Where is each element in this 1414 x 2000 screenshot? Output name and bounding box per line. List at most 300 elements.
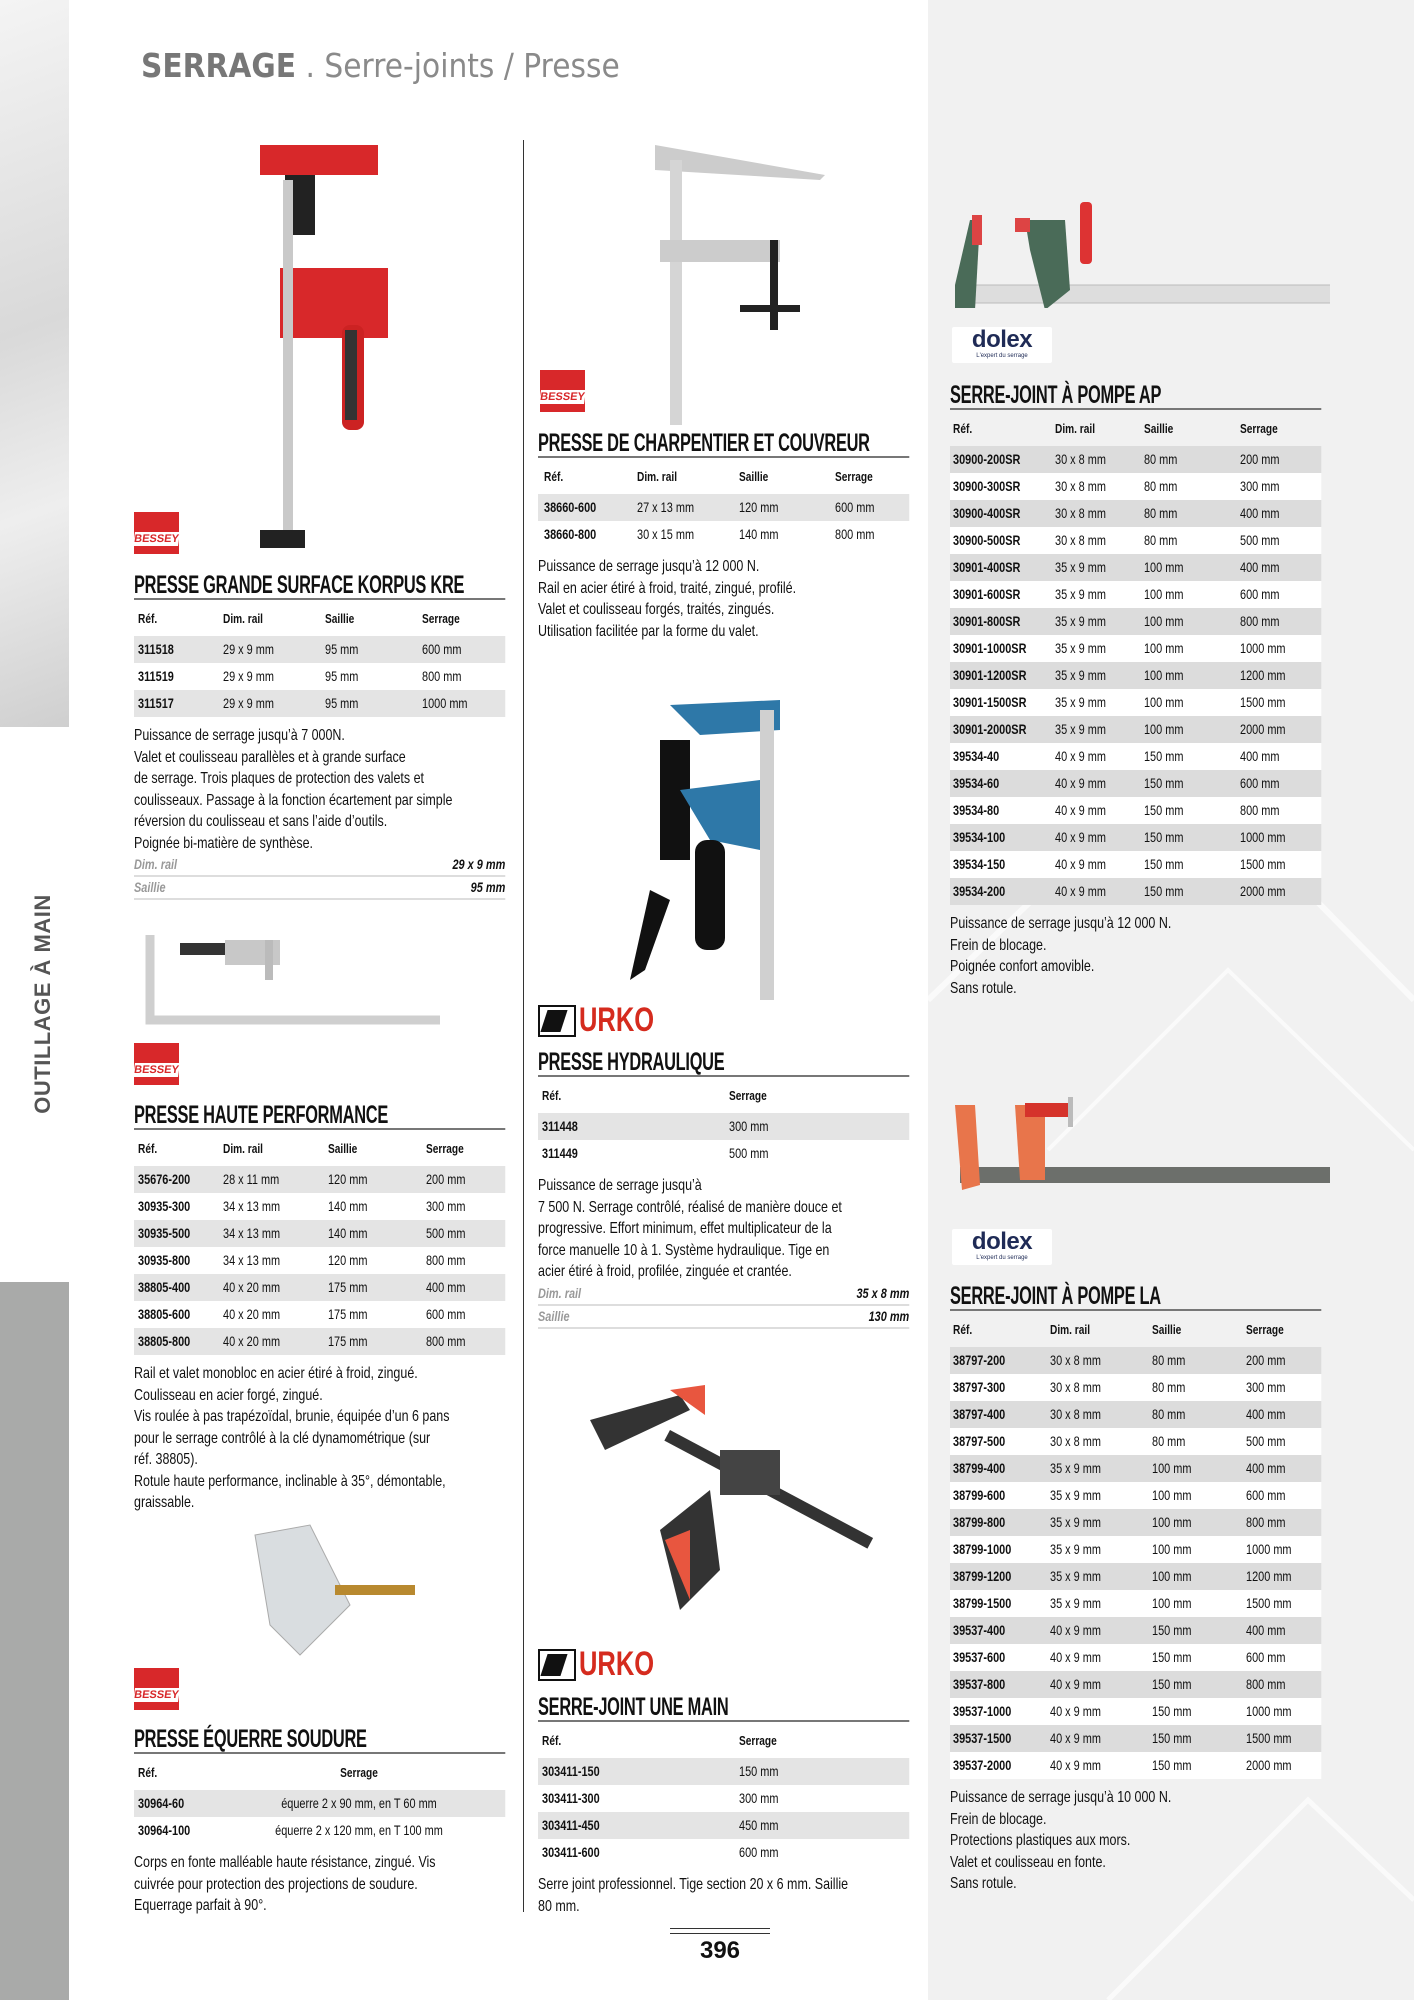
value-cell: 150 mm	[1151, 1649, 1192, 1665]
column-header: Saillie	[1143, 421, 1174, 436]
spec-label: Saillie	[538, 1307, 570, 1324]
value-cell: 150 mm	[1143, 856, 1184, 872]
reference-cell: 30900-500SR	[952, 532, 1021, 548]
value-cell: 100 mm	[1143, 586, 1184, 602]
description-line: Rotule haute performance, inclinable à 35°, démontable,	[134, 1472, 446, 1490]
pompe-ap-clamp-image	[950, 190, 1330, 308]
description-line: Puissance de serrage jusqu’à 12 000 N.	[538, 558, 760, 575]
product-title-text: PRESSE DE CHARPENTIER ET COUVREUR	[538, 429, 870, 457]
value-cell: 120 mm	[327, 1252, 368, 1268]
spec-label: Dim. rail	[538, 1284, 582, 1301]
value-cell: 100 mm	[1143, 613, 1184, 629]
value-cell: 40 x 9 mm	[1049, 1676, 1101, 1692]
description-line: pour le serrage contrôlé à la clé dynamométrique (sur	[134, 1429, 431, 1447]
charpentier-clamp-image	[650, 140, 830, 425]
value-cell: 80 mm	[1143, 451, 1178, 467]
column-header: Réf.	[137, 1141, 158, 1156]
value-cell: 450 mm	[738, 1817, 779, 1833]
value-cell: 800 mm	[1239, 613, 1280, 629]
spec-value: 95 mm	[470, 879, 506, 895]
spec-label: Saillie	[134, 879, 166, 895]
table-row	[134, 636, 505, 663]
value-cell: équerre 2 x 90 mm, en T 60 mm	[281, 1795, 437, 1811]
value-cell: 200 mm	[1245, 1352, 1286, 1368]
value-cell: 150 mm	[1151, 1676, 1192, 1692]
description-line: Valet et coulisseau parallèles et à grande surface	[134, 748, 406, 766]
value-cell: 80 mm	[1151, 1406, 1186, 1422]
reference-cell: 38799-1000	[952, 1541, 1012, 1557]
product-title	[538, 1047, 909, 1077]
table-row	[950, 635, 1321, 662]
table-row	[134, 1301, 505, 1328]
table-row	[538, 1758, 909, 1785]
page-header	[141, 46, 620, 85]
value-cell: 35 x 9 mm	[1054, 694, 1106, 710]
section-content	[134, 1100, 505, 1514]
column-header: Saillie	[1151, 1322, 1182, 1337]
value-cell: 1000 mm	[1239, 829, 1286, 845]
reference-cell: 39534-200	[952, 883, 1006, 899]
description-line: 7 500 N. Serrage contrôlé, réalisé de manière douce et	[538, 1198, 842, 1216]
product-description	[950, 1787, 1321, 1895]
value-cell: 80 mm	[1151, 1379, 1186, 1395]
value-cell: 100 mm	[1151, 1568, 1192, 1584]
column-header: Saillie	[738, 469, 769, 484]
table-row	[950, 1644, 1321, 1671]
value-cell: 600 mm	[425, 1306, 466, 1322]
sidebar-category-label: OUTILLAGE À MAIN	[30, 894, 55, 1114]
product-section-hydraulique	[538, 1047, 909, 1329]
value-cell: 300 mm	[1239, 478, 1280, 494]
reference-cell: 30901-800SR	[952, 613, 1021, 629]
product-section-pompe-ap	[950, 380, 1321, 999]
value-cell: 100 mm	[1143, 694, 1184, 710]
section-content	[950, 1281, 1321, 1895]
urko-logo: URKO	[538, 1001, 679, 1035]
product-description	[950, 913, 1321, 999]
value-cell: 1000 mm	[421, 695, 468, 711]
value-cell: 35 x 9 mm	[1049, 1541, 1101, 1557]
value-cell: 175 mm	[327, 1306, 368, 1322]
section-content	[950, 380, 1321, 999]
value-cell: 800 mm	[425, 1252, 466, 1268]
table-row	[950, 527, 1321, 554]
reference-cell: 38797-500	[952, 1433, 1006, 1449]
reference-cell: 38797-400	[952, 1406, 1006, 1422]
value-cell: 80 mm	[1143, 532, 1178, 548]
table-row	[538, 1839, 909, 1866]
reference-cell: 30935-800	[137, 1252, 191, 1268]
value-cell: 800 mm	[834, 526, 875, 542]
reference-cell: 38660-600	[543, 499, 597, 515]
product-section-une-main	[538, 1692, 909, 1917]
reference-cell: 38797-300	[952, 1379, 1006, 1395]
reference-cell: 39537-2000	[952, 1757, 1012, 1773]
reference-cell: 30964-100	[137, 1822, 191, 1838]
value-cell: 100 mm	[1143, 721, 1184, 737]
description-line: cuivrée pour protection des projections de soudure.	[134, 1875, 418, 1893]
column-header: Réf.	[541, 1733, 562, 1748]
value-cell: 150 mm	[1151, 1703, 1192, 1719]
spec-row	[538, 1306, 909, 1329]
reference-cell: 303411-450	[541, 1817, 600, 1833]
value-cell: 600 mm	[1239, 775, 1280, 791]
value-cell: 35 x 9 mm	[1049, 1568, 1101, 1584]
value-cell: 30 x 8 mm	[1054, 451, 1106, 467]
value-cell: 40 x 9 mm	[1049, 1730, 1101, 1746]
reference-cell: 30901-1000SR	[952, 640, 1027, 656]
column-header: Dim. rail	[1054, 421, 1096, 436]
value-cell: 40 x 9 mm	[1054, 775, 1106, 791]
column-header: Réf.	[541, 1088, 562, 1103]
column-header: Serrage	[421, 611, 460, 626]
value-cell: 80 mm	[1151, 1433, 1186, 1449]
reference-cell: 30964-60	[137, 1795, 185, 1811]
column-divider	[523, 140, 524, 1912]
value-cell: 100 mm	[1143, 640, 1184, 656]
value-cell: 150 mm	[1143, 829, 1184, 845]
value-cell: 40 x 9 mm	[1054, 829, 1106, 845]
value-cell: 400 mm	[1239, 505, 1280, 521]
value-cell: 600 mm	[1245, 1649, 1286, 1665]
description-line: Valet et coulisseau forgés, traités, zingués.	[538, 601, 775, 618]
column-header: Serrage	[1239, 421, 1278, 436]
value-cell: 35 x 9 mm	[1054, 613, 1106, 629]
column-header: Saillie	[327, 1141, 358, 1156]
column-header: Serrage	[425, 1141, 464, 1156]
column-header: Réf.	[137, 1765, 158, 1780]
value-cell: 34 x 13 mm	[222, 1198, 281, 1214]
reference-cell: 311517	[137, 695, 174, 711]
table-row	[950, 608, 1321, 635]
description-line: progressive. Effort minimum, effet multiplicateur de la	[538, 1220, 832, 1237]
table-row	[950, 770, 1321, 797]
value-cell: 500 mm	[1239, 532, 1280, 548]
table-header	[538, 458, 909, 494]
value-cell: 1000 mm	[1239, 640, 1286, 656]
sidebar-decoration-bottom	[0, 1282, 69, 2000]
section-content	[134, 570, 505, 900]
value-cell: 500 mm	[728, 1145, 769, 1161]
value-cell: 2000 mm	[1239, 721, 1286, 737]
value-cell: 400 mm	[1245, 1460, 1286, 1476]
table-row	[538, 1812, 909, 1839]
value-cell: 500 mm	[425, 1225, 466, 1241]
reference-cell: 38797-200	[952, 1352, 1006, 1368]
value-cell: 35 x 9 mm	[1054, 667, 1106, 683]
reference-cell: 38799-600	[952, 1487, 1006, 1503]
table-header	[538, 1722, 909, 1758]
table-row	[950, 554, 1321, 581]
table-row	[134, 1193, 505, 1220]
value-cell: 400 mm	[1245, 1406, 1286, 1422]
reference-cell: 30900-300SR	[952, 478, 1021, 494]
reference-cell: 38660-800	[543, 526, 597, 542]
value-cell: 300 mm	[1245, 1379, 1286, 1395]
column-header: Réf.	[952, 421, 973, 436]
table-row	[950, 1590, 1321, 1617]
description-line: Puissance de serrage jusqu’à 10 000 N.	[950, 1789, 1172, 1806]
value-cell: 150 mm	[1143, 802, 1184, 818]
value-cell: 140 mm	[738, 526, 779, 542]
description-line: Frein de blocage.	[950, 1810, 1047, 1828]
bessey-logo: BESSEY	[134, 512, 179, 554]
pompe-la-clamp-image	[950, 1095, 1330, 1195]
value-cell: 40 x 9 mm	[1049, 1622, 1101, 1638]
value-cell: 400 mm	[1239, 748, 1280, 764]
column-header: Réf.	[952, 1322, 973, 1337]
column-header: Serrage	[738, 1733, 777, 1748]
reference-cell: 30901-400SR	[952, 559, 1021, 575]
description-line: réf. 38805).	[134, 1451, 198, 1468]
value-cell: 175 mm	[327, 1333, 368, 1349]
product-section-charpentier	[538, 428, 909, 642]
description-line: 80 mm.	[538, 1897, 580, 1915]
value-cell: 2000 mm	[1245, 1757, 1292, 1773]
product-section-equerre-soudure	[134, 1724, 505, 1917]
table-row	[950, 1725, 1321, 1752]
table-row	[950, 1428, 1321, 1455]
value-cell: 600 mm	[834, 499, 875, 515]
table-row	[950, 689, 1321, 716]
value-cell: 600 mm	[738, 1844, 779, 1860]
value-cell: 100 mm	[1151, 1514, 1192, 1530]
product-description	[134, 1363, 505, 1514]
value-cell: 100 mm	[1143, 559, 1184, 575]
column-header: Saillie	[324, 611, 355, 626]
value-cell: 29 x 9 mm	[222, 668, 274, 684]
value-cell: 1000 mm	[1245, 1703, 1292, 1719]
value-cell: 35 x 9 mm	[1049, 1460, 1101, 1476]
section-content	[538, 428, 909, 642]
value-cell: 80 mm	[1143, 505, 1178, 521]
value-cell: 800 mm	[425, 1333, 466, 1349]
value-cell: 150 mm	[738, 1763, 779, 1779]
reference-cell: 30900-200SR	[952, 451, 1021, 467]
value-cell: 300 mm	[738, 1790, 779, 1806]
value-cell: 35 x 9 mm	[1054, 721, 1106, 737]
description-line: Utilisation facilitée par la forme du valet.	[538, 622, 759, 640]
table-row	[950, 1698, 1321, 1725]
value-cell: 150 mm	[1151, 1730, 1192, 1746]
reference-cell: 39534-40	[952, 748, 1000, 764]
value-cell: 500 mm	[1245, 1433, 1286, 1449]
header-category: SERRAGE	[141, 46, 297, 85]
table-header	[950, 410, 1321, 446]
value-cell: 600 mm	[1239, 586, 1280, 602]
table-header	[134, 1130, 505, 1166]
table-row	[134, 1220, 505, 1247]
table-row	[950, 500, 1321, 527]
value-cell: 40 x 9 mm	[1054, 802, 1106, 818]
equerre-clamp-image	[240, 1515, 420, 1660]
table-row	[134, 663, 505, 690]
page-number: 396	[699, 1937, 741, 1964]
description-line: graissable.	[134, 1494, 195, 1511]
table-row	[950, 662, 1321, 689]
column-header: Serrage	[1245, 1322, 1284, 1337]
value-cell: 30 x 8 mm	[1054, 505, 1106, 521]
urko-logo: URKO	[538, 1645, 679, 1679]
table-row	[950, 1671, 1321, 1698]
description-line: Valet et coulisseau en fonte.	[950, 1853, 1106, 1871]
value-cell: 800 mm	[1245, 1676, 1286, 1692]
product-title	[134, 1724, 505, 1754]
table-row	[950, 1617, 1321, 1644]
description-line: force manuelle 10 à 1. Système hydraulique. Tige en	[538, 1241, 830, 1259]
product-title-text: PRESSE GRANDE SURFACE KORPUS KRE	[134, 571, 465, 599]
value-cell: 27 x 13 mm	[636, 499, 695, 515]
value-cell: 100 mm	[1151, 1460, 1192, 1476]
description-line: acier étiré à froid, profilée, zinguée et crantée.	[538, 1263, 792, 1280]
value-cell: 800 mm	[1239, 802, 1280, 818]
description-line: réversion du coulisseau et sans l’aide d’outils.	[134, 813, 388, 830]
table-row	[950, 1536, 1321, 1563]
reference-cell: 303411-600	[541, 1844, 600, 1860]
spec-row	[134, 877, 505, 900]
product-title	[134, 570, 505, 600]
table-row	[950, 581, 1321, 608]
spec-label: Dim. rail	[134, 856, 178, 872]
spec-row	[538, 1283, 909, 1306]
reference-cell: 30901-1200SR	[952, 667, 1027, 683]
haute-performance-clamp-image	[140, 925, 450, 1035]
value-cell: 400 mm	[1245, 1622, 1286, 1638]
description-line: Poignée confort amovible.	[950, 958, 1095, 975]
hydraulic-press-image	[610, 690, 790, 1000]
table-row	[950, 1563, 1321, 1590]
description-line: Puissance de serrage jusqu’à	[538, 1177, 702, 1194]
description-line: Poignée bi-matière de synthèse.	[134, 834, 313, 852]
value-cell: 1500 mm	[1245, 1595, 1292, 1611]
value-cell: 100 mm	[1151, 1487, 1192, 1503]
table-row	[538, 1113, 909, 1140]
value-cell: équerre 2 x 120 mm, en T 100 mm	[275, 1822, 443, 1838]
table-row	[950, 1347, 1321, 1374]
column-header: Dim. rail	[222, 1141, 264, 1156]
reference-cell: 311449	[541, 1145, 578, 1161]
dolex-logo: dolex L'expert du serrage	[952, 327, 1052, 363]
header-separator: .	[296, 46, 325, 85]
table-row	[950, 1752, 1321, 1779]
description-line: Sans rotule.	[950, 1875, 1017, 1892]
value-cell: 35 x 9 mm	[1049, 1514, 1101, 1530]
reference-cell: 35676-200	[137, 1171, 191, 1187]
reference-cell: 30900-400SR	[952, 505, 1021, 521]
product-title	[538, 1692, 909, 1722]
value-cell: 1500 mm	[1239, 856, 1286, 872]
value-cell: 200 mm	[1239, 451, 1280, 467]
reference-cell: 38799-1500	[952, 1595, 1012, 1611]
spec-value: 130 mm	[868, 1307, 910, 1324]
table-row	[134, 1247, 505, 1274]
value-cell: 1000 mm	[1245, 1541, 1292, 1557]
table-row	[538, 1140, 909, 1167]
product-description	[134, 725, 505, 854]
table-row	[538, 494, 909, 521]
product-description	[538, 1874, 909, 1917]
column-header: Dim. rail	[636, 469, 678, 484]
table-row	[134, 1328, 505, 1355]
value-cell: 120 mm	[738, 499, 779, 515]
table-row	[134, 690, 505, 717]
table-header	[134, 1754, 505, 1790]
reference-cell: 303411-300	[541, 1790, 600, 1806]
value-cell: 1500 mm	[1239, 694, 1286, 710]
table-row	[134, 1817, 505, 1844]
table-row	[950, 1374, 1321, 1401]
product-title-text: SERRE-JOINT À POMPE AP	[950, 381, 1162, 409]
reference-cell: 30901-2000SR	[952, 721, 1027, 737]
value-cell: 30 x 15 mm	[636, 526, 695, 542]
table-header	[134, 600, 505, 636]
reference-cell: 39534-100	[952, 829, 1006, 845]
table-row	[950, 878, 1321, 905]
value-cell: 140 mm	[327, 1225, 368, 1241]
reference-cell: 38799-400	[952, 1460, 1006, 1476]
value-cell: 35 x 9 mm	[1049, 1595, 1101, 1611]
reference-cell: 311519	[137, 668, 174, 684]
value-cell: 100 mm	[1151, 1595, 1192, 1611]
value-cell: 300 mm	[728, 1118, 769, 1134]
value-cell: 80 mm	[1151, 1352, 1186, 1368]
value-cell: 30 x 8 mm	[1049, 1406, 1101, 1422]
product-title	[950, 380, 1321, 410]
reference-cell: 30935-500	[137, 1225, 191, 1241]
reference-cell: 303411-150	[541, 1763, 600, 1779]
value-cell: 200 mm	[425, 1171, 466, 1187]
value-cell: 30 x 8 mm	[1049, 1433, 1101, 1449]
reference-cell: 39537-600	[952, 1649, 1006, 1665]
reference-cell: 39537-1500	[952, 1730, 1012, 1746]
value-cell: 35 x 9 mm	[1054, 640, 1106, 656]
table-row	[950, 1401, 1321, 1428]
column-header: Réf.	[137, 611, 158, 626]
value-cell: 40 x 9 mm	[1054, 856, 1106, 872]
value-cell: 150 mm	[1143, 883, 1184, 899]
section-content	[538, 1047, 909, 1329]
value-cell: 40 x 9 mm	[1054, 748, 1106, 764]
korpus-kre-clamp-image	[250, 140, 400, 555]
value-cell: 35 x 9 mm	[1054, 586, 1106, 602]
value-cell: 40 x 20 mm	[222, 1306, 281, 1322]
reference-cell: 30901-1500SR	[952, 694, 1027, 710]
value-cell: 300 mm	[425, 1198, 466, 1214]
column-header: Serrage	[834, 469, 873, 484]
value-cell: 30 x 8 mm	[1054, 532, 1106, 548]
table-row	[950, 446, 1321, 473]
value-cell: 1200 mm	[1239, 667, 1286, 683]
bessey-logo: BESSEY	[134, 1043, 179, 1085]
table-row	[950, 797, 1321, 824]
value-cell: 29 x 9 mm	[222, 641, 274, 657]
description-line: Protections plastiques aux mors.	[950, 1832, 1131, 1849]
product-title-text: PRESSE HYDRAULIQUE	[538, 1048, 725, 1076]
description-line: Coulisseau en acier forgé, zingué.	[134, 1386, 323, 1404]
spec-row	[134, 854, 505, 877]
table-row	[134, 1790, 505, 1817]
column-header: Dim. rail	[1049, 1322, 1091, 1337]
section-content	[134, 1724, 505, 1917]
value-cell: 150 mm	[1151, 1757, 1192, 1773]
reference-cell: 39534-60	[952, 775, 1000, 791]
column-header: Serrage	[340, 1765, 378, 1780]
spec-value: 35 x 8 mm	[856, 1284, 910, 1301]
bessey-logo: BESSEY	[134, 1668, 179, 1710]
table-row	[538, 521, 909, 548]
value-cell: 80 mm	[1143, 478, 1178, 494]
reference-cell: 39537-800	[952, 1676, 1006, 1692]
